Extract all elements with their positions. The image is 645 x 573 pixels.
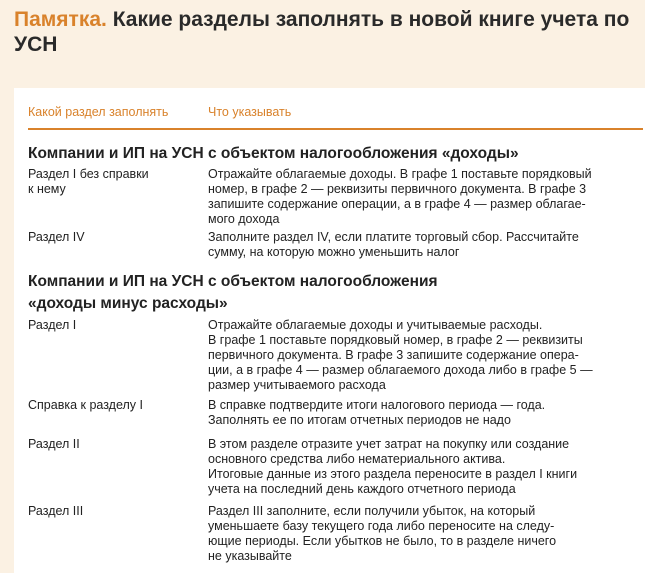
row-label: Раздел IV [28,230,85,244]
row-description: Отражайте облагаемые доходы. В графе 1 поставьте порядковый номер, в графе 2 — реквизиты первичного документа. В графе 3 запишите содержание операции, а в графе 4 — размер облагае- мого дохода [208,167,592,226]
row-label: Справка к разделу I [28,398,143,412]
group-title-income: Компании и ИП на УСН с объектом налогообложения «доходы» [28,145,519,162]
column-header-section: Какой раздел заполнять [28,105,169,119]
table-header [28,88,643,130]
column-header-what: Что указывать [208,105,292,119]
row-description: В справке подтвердите итоги налогового периода — года. Заполнять ее по итогам отчетных периодов не надо [208,398,546,427]
group-title-income-minus-expenses-line1: Компании и ИП на УСН с объектом налогообложения [28,273,438,290]
title-accent: Памятка. [14,8,107,31]
row-label: Раздел I [28,318,77,332]
row-label: Раздел I без справки к нему [28,167,149,196]
row-description: Отражайте облагаемые доходы и учитываемые расходы. В графе 1 поставьте порядковый номер, в графе 2 — реквизиты первичного документа. В графе 3 запишите содержание опера- ции, а в графе 4 — размер облагаемого дохода либо в графе 5 — размер учитываемого расхода [208,318,593,392]
row-label: Раздел III [28,504,84,518]
group-title-income-minus-expenses-line2: «доходы минус расходы» [28,295,228,312]
row-label: Раздел II [28,437,80,451]
page-title [14,7,634,57]
row-description: Раздел III заполните, если получили убыток, на который уменьшаете базу текущего года либо переносите на следу- ющие периоды. Если убытков не было, то в разделе ничего не указывайте [208,504,557,563]
row-description: Заполните раздел IV, если платите торговый сбор. Рассчитайте сумму, на которую можно уменьшить налог [208,230,579,259]
row-description: В этом разделе отразите учет затрат на покупку или создание основного средства либо нематериального актива. Итоговые данные из этого раздела переносите в раздел I книги учета на последний день каждого отчетного периода [208,437,578,496]
memo-table [14,88,645,573]
title-text: Какие разделы заполнять в новой книге учета по УСН [14,8,630,56]
